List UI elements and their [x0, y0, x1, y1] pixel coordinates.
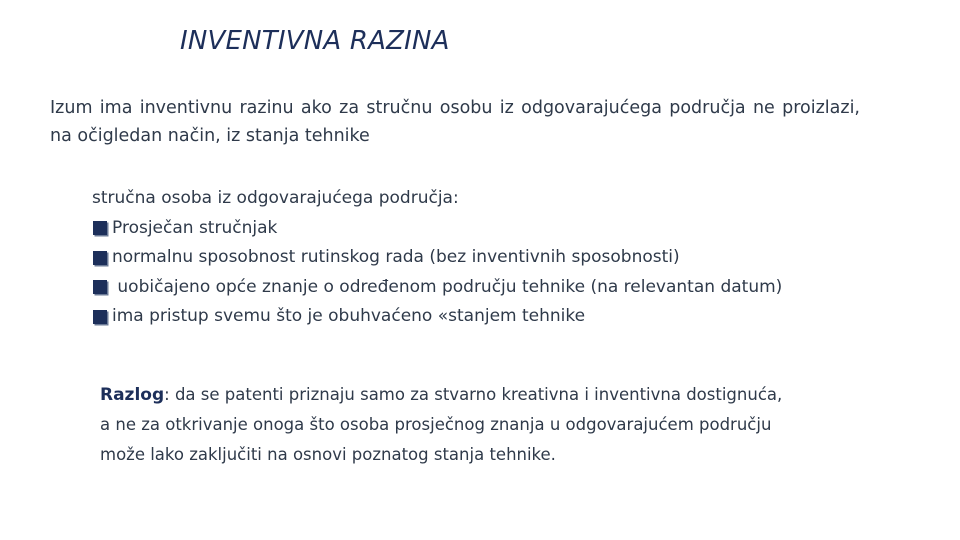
slide-title: INVENTIVNA RAZINA [180, 26, 450, 56]
criteria-list [92, 214, 892, 332]
list-item-text: Prosječan stručnjak [112, 217, 278, 238]
reason-block [100, 380, 860, 470]
square-bullet-icon [93, 280, 107, 294]
reason-text-1: da se patenti priznaju samo za stvarno kreativna i inventivna dostignuća, [174, 385, 783, 404]
list-item [92, 214, 892, 244]
square-bullet-icon [93, 251, 107, 265]
reason-separator: : [164, 385, 175, 404]
list-item-text: uobičajeno opće znanje o određenom području tehnike (na relevantan datum) [112, 276, 783, 297]
list-item [92, 302, 892, 332]
reason-line-2: a ne za otkrivanje onoga što osoba prosječnog znanja u odgovarajućem području [100, 415, 772, 434]
intro-paragraph: Izum ima inventivnu razinu ako za stručnu osobu iz odgovarajućega područja ne proizlazi, na očigledan način, iz stanja tehnike [50, 98, 860, 146]
square-bullet-icon [93, 310, 107, 324]
reason-line-3: može lako zaključiti na osnovi poznatog stanja tehnike. [100, 445, 556, 464]
list-item-text: normalnu sposobnost rutinskog rada (bez inventivnih sposobnosti) [112, 247, 680, 267]
reason-line-1 [100, 380, 860, 410]
list-item [92, 243, 892, 273]
list-item-text: ima pristup svemu što je obuhvaćeno «stanjem tehnike [112, 306, 586, 326]
square-bullet-icon [93, 221, 107, 235]
list-item [92, 273, 892, 303]
criteria-heading: stručna osoba iz odgovarajućega područja: [92, 188, 459, 208]
criteria-block [92, 184, 892, 332]
reason-label: Razlog [100, 385, 165, 405]
